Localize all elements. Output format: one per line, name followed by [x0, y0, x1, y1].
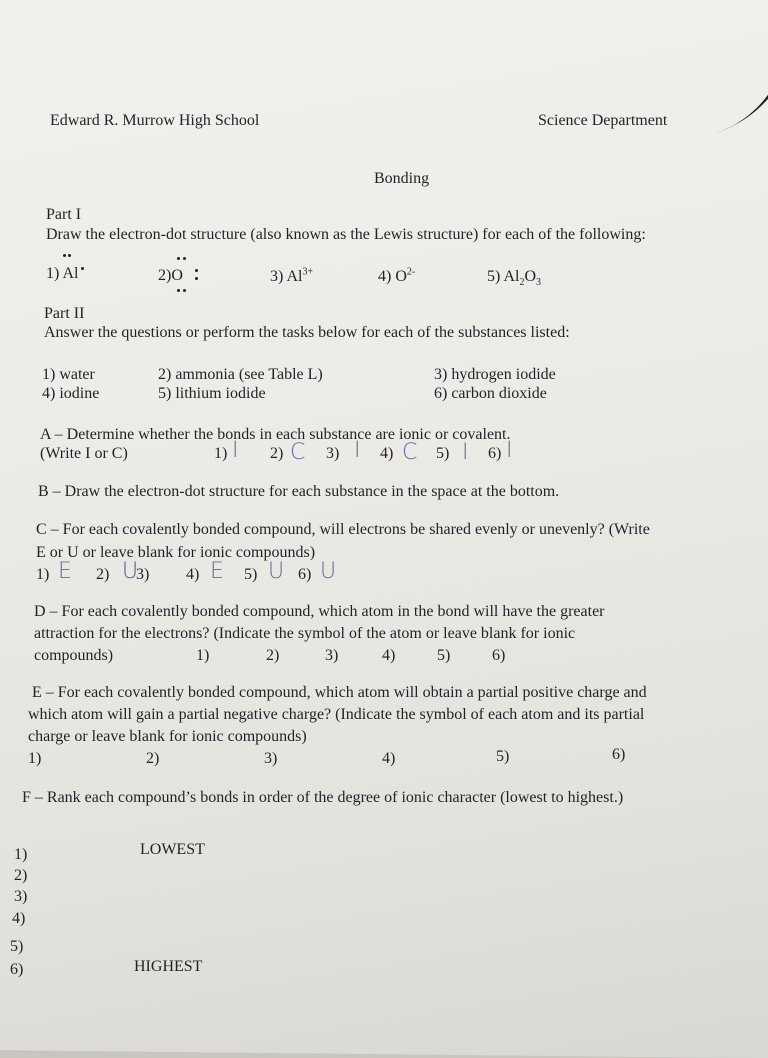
d-num-4: 4) — [382, 647, 396, 664]
rank-lowest-label: LOWEST — [140, 841, 205, 858]
electron-dot — [183, 257, 186, 260]
electron-dot — [195, 269, 198, 272]
e-num-2: 2) — [146, 750, 160, 767]
question-e-line2: which atom will gain a partial negative charge? (Indicate the symbol of each atom and its partial — [28, 706, 645, 723]
substance-1: 1) water — [42, 366, 95, 383]
d-num-6: 6) — [492, 647, 506, 664]
electron-dot — [183, 289, 186, 292]
f-num-5: 5) — [10, 938, 24, 955]
a-num-1: 1) — [214, 445, 228, 462]
worksheet-title: Bonding — [374, 170, 430, 187]
part2-instruction: Answer the questions or perform the tasks below for each of the substances listed: — [44, 324, 570, 341]
a-answer-4: C — [402, 440, 418, 465]
substance-6: 6) carbon dioxide — [434, 385, 547, 402]
question-d-line1: D – For each covalently bonded compound, which atom in the bond will have the greater — [34, 603, 605, 620]
question-e-line3: charge or leave blank for ionic compounds) — [28, 728, 307, 745]
electron-dot — [177, 289, 180, 292]
electron-dot — [177, 257, 180, 260]
a-answer-5: I — [462, 440, 469, 465]
d-num-3: 3) — [325, 647, 339, 664]
a-answer-2: C — [290, 440, 306, 465]
school-name: Edward R. Murrow High School — [50, 112, 260, 129]
substance-3: 3) hydrogen iodide — [434, 366, 556, 383]
part1-item-5: 5) $Al_2O_3$ — [487, 268, 542, 289]
question-e-line1: E – For each covalently bonded compound, which atom will obtain a partial positive charge and — [32, 684, 647, 701]
f-num-4: 4) — [12, 910, 26, 927]
question-d-line2: attraction for the electrons? (Indicate the symbol of the atom or leave blank for ionic — [34, 625, 576, 642]
question-c-line1: C – For each covalently bonded compound, will electrons be shared evenly or unevenly? (Write — [36, 521, 650, 538]
c-num-1: 1) — [36, 566, 50, 583]
rank-highest-label: HIGHEST — [134, 958, 203, 975]
substance-5: 5) lithium iodide — [158, 385, 266, 402]
part1-item-1: 1) Al — [46, 265, 84, 283]
a-num-4: 4) — [380, 445, 394, 462]
electron-dot — [68, 254, 71, 257]
c-answer-6: U — [320, 559, 337, 584]
e-num-4: 4) — [382, 750, 396, 767]
e-num-5: 5) — [496, 748, 510, 765]
c-num-6: 6) — [298, 566, 312, 583]
c-num-4: 4) — [186, 566, 200, 583]
f-num-2: 2) — [14, 867, 28, 884]
a-num-5: 5) — [436, 445, 450, 462]
question-c-line2: E or U or leave blank for ionic compounds) — [36, 544, 316, 561]
e-num-3: 3) — [264, 750, 278, 767]
d-num-2: 2) — [266, 647, 280, 664]
electron-dot — [63, 254, 66, 257]
d-num-1: 1) — [196, 647, 210, 664]
c-answer-5: U — [268, 559, 285, 584]
part1-item-4: 4) $O^{2-}$ — [378, 266, 416, 285]
question-d-line3: compounds) — [34, 647, 114, 664]
a-answer-6: I — [506, 438, 513, 463]
e-num-1: 1) — [28, 750, 42, 767]
c-answer-2: U — [122, 559, 139, 584]
c-num-5: 5) — [244, 566, 258, 583]
c-answer-1: E — [58, 559, 72, 584]
a-answer-1: I — [232, 438, 239, 463]
d-num-5: 5) — [437, 647, 451, 664]
question-f: F – Rank each compound’s bonds in order of the degree of ionic character (lowest to highest.) — [22, 789, 624, 806]
a-num-3: 3) — [326, 445, 340, 462]
f-num-6: 6) — [10, 961, 24, 978]
substance-2: 2) ammonia (see Table L) — [158, 366, 323, 383]
c-num-3: 3) — [136, 566, 150, 583]
part1-item-2: 2)O — [158, 267, 183, 284]
a-num-2: 2) — [270, 445, 284, 462]
part1-instruction: Draw the electron-dot structure (also known as the Lewis structure) for each of the following: — [46, 226, 646, 243]
part1-heading: Part I — [46, 206, 82, 223]
e-num-6: 6) — [612, 746, 626, 763]
substance-4: 4) iodine — [42, 385, 100, 402]
a-answer-3: I — [354, 438, 361, 463]
question-a-line2: (Write I or C) — [40, 445, 128, 462]
a-num-6: 6) — [488, 445, 502, 462]
part1-item-3: 3) $Al^{3+}$ — [270, 266, 314, 285]
department-name: Science Department — [538, 112, 668, 129]
c-num-2: 2) — [96, 566, 110, 583]
f-num-3: 3) — [14, 888, 28, 905]
question-a-line1: A – Determine whether the bonds in each substance are ionic or covalent. — [40, 426, 511, 443]
electron-dot — [195, 277, 198, 280]
part2-heading: Part II — [44, 305, 85, 322]
question-b: B – Draw the electron-dot structure for each substance in the space at the bottom. — [38, 483, 560, 500]
f-num-1: 1) — [14, 846, 28, 863]
c-answer-4: E — [210, 559, 224, 584]
